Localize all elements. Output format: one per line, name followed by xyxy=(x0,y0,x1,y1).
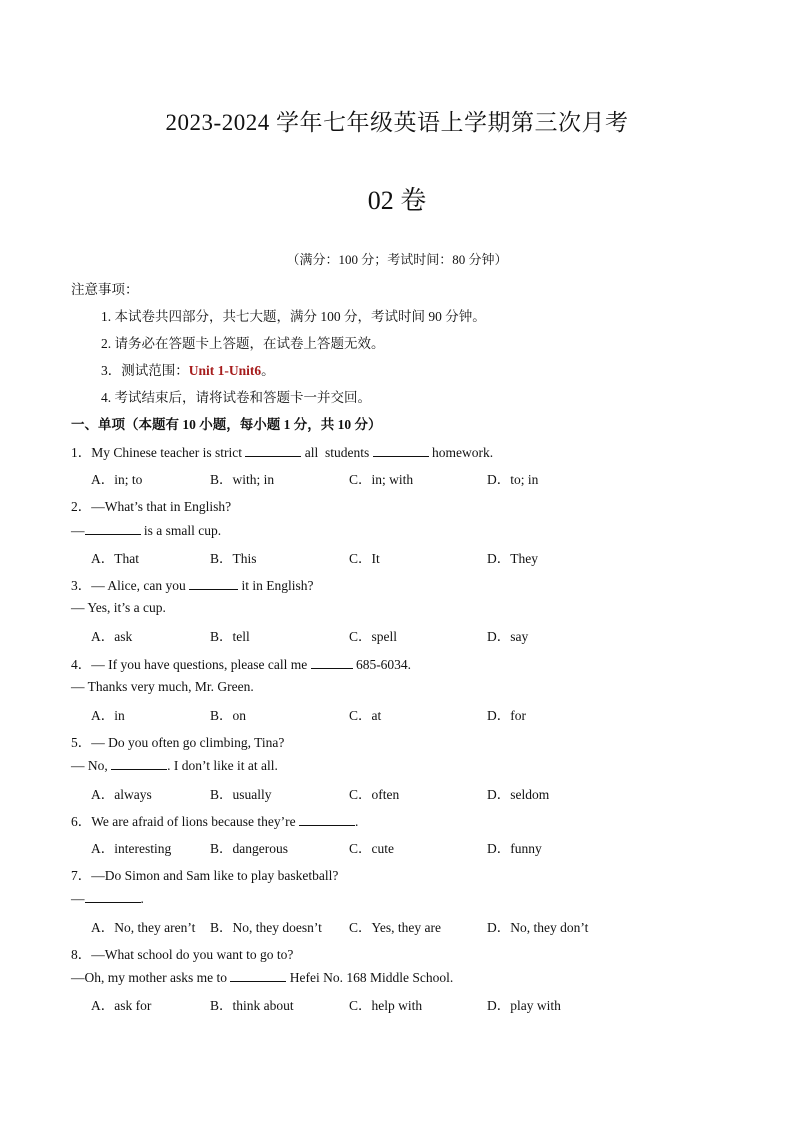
option-d: D．play with xyxy=(487,998,561,1013)
question-line: — is a small cup. xyxy=(71,523,222,538)
answer-blank xyxy=(311,656,353,669)
page-title: 2023-2024 学年七年级英语上学期第三次月考 xyxy=(165,110,629,135)
notice-range-label: 3．测试范围： xyxy=(101,363,189,378)
question-stem: 8．—What school do you want to go to? xyxy=(71,947,294,962)
option-a: A．interesting xyxy=(91,841,172,856)
option-b: B．No, they doesn’t xyxy=(210,920,322,935)
question-line: — . xyxy=(71,891,144,906)
answer-blank xyxy=(373,444,429,457)
question-stem: 4．— If you have questions, please call me 685-6034. xyxy=(71,657,412,672)
question-line: — Yes, it’s a cup. xyxy=(71,600,166,615)
question-stem: 7．—Do Simon and Sam like to play basketball? xyxy=(71,868,339,883)
section-title: 一、单项（本题有 10 小题，每小题 1 分，共 10 分） xyxy=(71,417,382,432)
answer-blank xyxy=(85,890,141,903)
answer-blank xyxy=(230,969,286,982)
option-d: D．seldom xyxy=(487,787,550,802)
option-d: D．say xyxy=(487,629,529,644)
option-c: C．spell xyxy=(349,629,398,644)
option-a: A．ask xyxy=(91,629,133,644)
notice-heading: 注意事项： xyxy=(71,282,139,297)
notice-item: 2. 请务必在答题卡上答题，在试卷上答题无效。 xyxy=(101,336,385,351)
option-a: A．always xyxy=(91,787,152,802)
answer-blank xyxy=(189,577,238,590)
score-time-info: （满分：100 分；考试时间：80 分钟） xyxy=(286,252,508,267)
option-b: B．with; in xyxy=(210,472,275,487)
option-c: C．in; with xyxy=(349,472,414,487)
notice-item: 4. 考试结束后，请将试卷和答题卡一并交回。 xyxy=(101,390,371,405)
notice-item-range xyxy=(101,359,275,379)
option-b: B．think about xyxy=(210,998,294,1013)
volume-label: 02 卷 xyxy=(367,186,427,215)
option-c: C．It xyxy=(349,551,380,566)
option-b: B．dangerous xyxy=(210,841,288,856)
option-a: A．in xyxy=(91,708,125,723)
option-d: D．to; in xyxy=(487,472,539,487)
option-a: A．No, they aren’t xyxy=(91,920,196,935)
question-stem: 2．—What’s that in English? xyxy=(71,499,232,514)
option-d: D．for xyxy=(487,708,526,723)
question-stem: 1．My Chinese teacher is strict all students homework. xyxy=(71,445,494,460)
option-d: D．No, they don’t xyxy=(487,920,589,935)
option-a: A．ask for xyxy=(91,998,152,1013)
answer-blank xyxy=(245,444,301,457)
question-stem: 3．— Alice, can you it in English? xyxy=(71,578,314,593)
option-d: D．They xyxy=(487,551,538,566)
option-c: C．help with xyxy=(349,998,423,1013)
question-line: — No, . I don’t like it at all. xyxy=(71,758,278,773)
notice-item: 1. 本试卷共四部分，共七大题，满分 100 分，考试时间 90 分钟。 xyxy=(101,309,486,324)
option-a: A．That xyxy=(91,551,139,566)
option-c: C．Yes, they are xyxy=(349,920,441,935)
notice-range-tail: 。 xyxy=(261,363,275,378)
option-b: B．tell xyxy=(210,629,250,644)
answer-blank xyxy=(111,757,167,770)
option-b: B．This xyxy=(210,551,257,566)
question-line: — Thanks very much, Mr. Green. xyxy=(71,679,254,694)
option-c: C．often xyxy=(349,787,400,802)
option-a: A．in; to xyxy=(91,472,143,487)
option-c: C．cute xyxy=(349,841,394,856)
question-stem: 5．— Do you often go climbing, Tina? xyxy=(71,735,285,750)
answer-blank xyxy=(299,813,355,826)
option-d: D．funny xyxy=(487,841,542,856)
option-b: B．usually xyxy=(210,787,272,802)
question-stem: 6．We are afraid of lions because they’re . xyxy=(71,814,359,829)
answer-blank xyxy=(85,522,141,535)
option-c: C．at xyxy=(349,708,382,723)
option-b: B．on xyxy=(210,708,247,723)
question-line: —Oh, my mother asks me to Hefei No. 168 Middle School. xyxy=(71,970,454,985)
range-highlight: Unit 1-Unit6 xyxy=(188,363,262,378)
